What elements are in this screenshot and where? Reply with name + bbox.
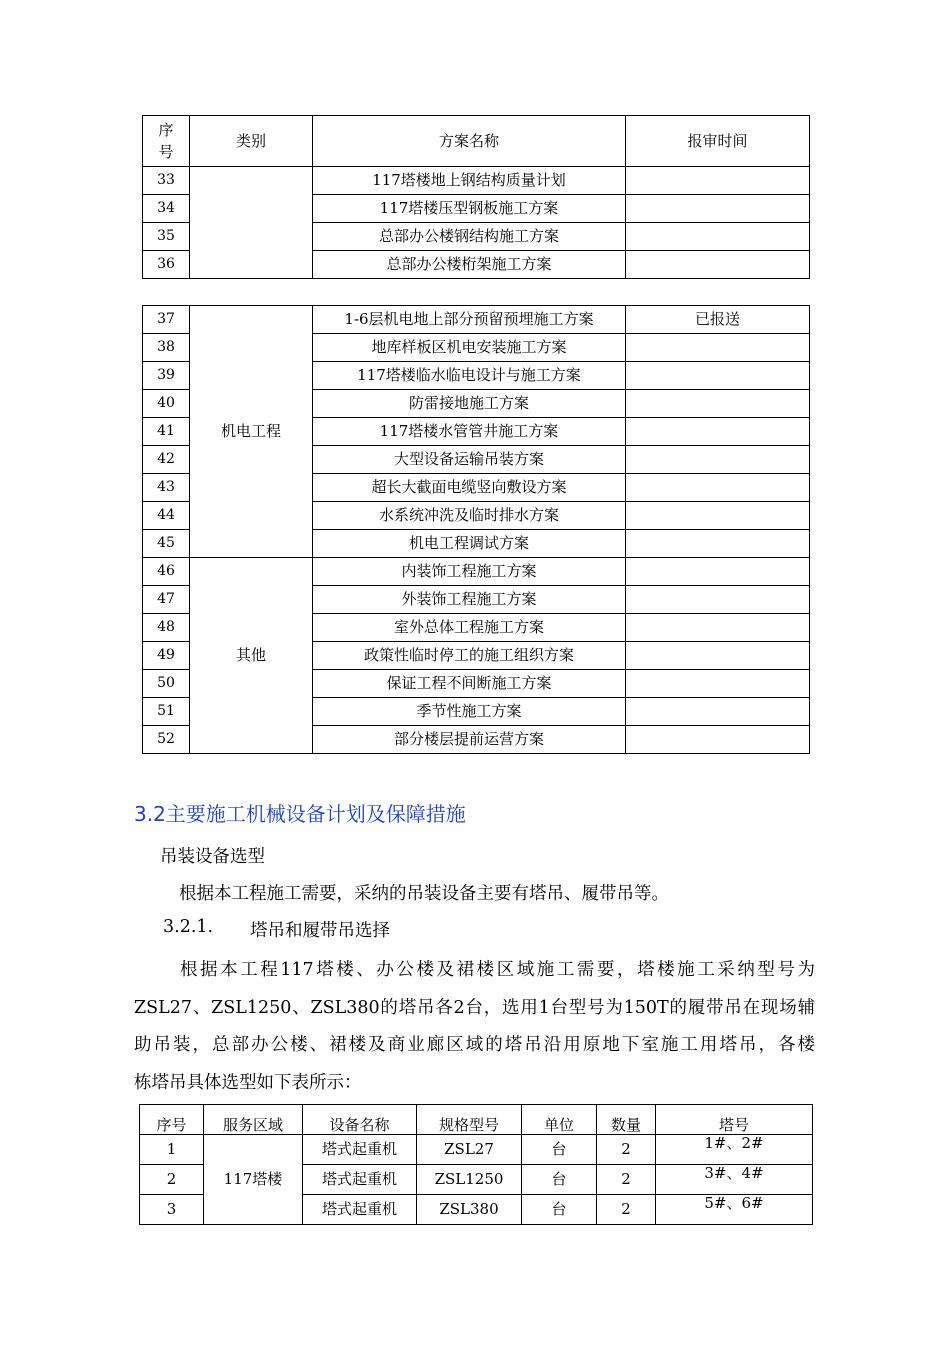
table-row bbox=[143, 306, 810, 334]
unit: 台 bbox=[522, 1165, 597, 1195]
unit: 台 bbox=[522, 1135, 597, 1165]
paragraph-2-line-1: 根据本工程117塔楼、办公楼及裙楼区域施工需要，塔楼施工采纳型号为 bbox=[180, 960, 815, 980]
header-tower: 塔号 bbox=[656, 1105, 813, 1135]
row-number: 40 bbox=[143, 390, 190, 418]
tower-number: 3#、4# bbox=[656, 1165, 813, 1195]
header-seq: 序号 bbox=[140, 1105, 204, 1135]
plan-name: 117塔楼压型钢板施工方案 bbox=[313, 195, 626, 223]
plan-name: 大型设备运输吊装方案 bbox=[313, 446, 626, 474]
review-time bbox=[626, 726, 810, 754]
plan-table-2 bbox=[142, 305, 810, 754]
review-time bbox=[626, 195, 810, 223]
row-number: 34 bbox=[143, 195, 190, 223]
row-number: 44 bbox=[143, 502, 190, 530]
review-time bbox=[626, 362, 810, 390]
device-name: 塔式起重机 bbox=[303, 1195, 417, 1225]
review-time: 已报送 bbox=[626, 306, 810, 334]
unit: 台 bbox=[522, 1195, 597, 1225]
plan-name: 政策性临时停工的施工组织方案 bbox=[313, 642, 626, 670]
review-time bbox=[626, 223, 810, 251]
review-time bbox=[626, 586, 810, 614]
row-number: 51 bbox=[143, 698, 190, 726]
table-row bbox=[143, 558, 810, 586]
row-number: 38 bbox=[143, 334, 190, 362]
plan-name: 总部办公楼钢结构施工方案 bbox=[313, 223, 626, 251]
table-header-row bbox=[143, 116, 810, 167]
device-name: 塔式起重机 bbox=[303, 1135, 417, 1165]
review-time bbox=[626, 530, 810, 558]
row-number: 43 bbox=[143, 474, 190, 502]
row-number: 35 bbox=[143, 223, 190, 251]
model: ZSL1250 bbox=[417, 1165, 522, 1195]
quantity: 2 bbox=[597, 1195, 656, 1225]
review-time bbox=[626, 418, 810, 446]
plan-name: 117塔楼水管管井施工方案 bbox=[313, 418, 626, 446]
review-time bbox=[626, 474, 810, 502]
row-number: 37 bbox=[143, 306, 190, 334]
plan-name: 部分楼层提前运营方案 bbox=[313, 726, 626, 754]
category-cell: 其他 bbox=[190, 558, 313, 754]
header-area: 服务区域 bbox=[204, 1105, 303, 1135]
review-time bbox=[626, 251, 810, 279]
row-number: 2 bbox=[140, 1165, 204, 1195]
review-time bbox=[626, 446, 810, 474]
header-device: 设备名称 bbox=[303, 1105, 417, 1135]
row-number: 52 bbox=[143, 726, 190, 754]
plan-name: 保证工程不间断施工方案 bbox=[313, 670, 626, 698]
row-number: 50 bbox=[143, 670, 190, 698]
plan-name: 防雷接地施工方案 bbox=[313, 390, 626, 418]
quantity: 2 bbox=[597, 1135, 656, 1165]
model: ZSL380 bbox=[417, 1195, 522, 1225]
review-time bbox=[626, 558, 810, 586]
header-model: 规格型号 bbox=[417, 1105, 522, 1135]
plan-name: 机电工程调试方案 bbox=[313, 530, 626, 558]
row-number: 3 bbox=[140, 1195, 204, 1225]
plan-name: 超长大截面电缆竖向敷设方案 bbox=[313, 474, 626, 502]
plan-name: 外装饰工程施工方案 bbox=[313, 586, 626, 614]
header-seq: 序号 bbox=[143, 116, 190, 167]
subheading: 吊装设备选型 bbox=[160, 847, 265, 867]
subsection-title: 塔吊和履带吊选择 bbox=[250, 921, 390, 941]
subsection-number: 3.2.1. bbox=[163, 917, 214, 937]
header-review-time: 报审时间 bbox=[626, 116, 810, 167]
review-time bbox=[626, 334, 810, 362]
service-area: 117塔楼 bbox=[204, 1135, 303, 1225]
header-plan-name: 方案名称 bbox=[313, 116, 626, 167]
review-time bbox=[626, 614, 810, 642]
review-time bbox=[626, 390, 810, 418]
plan-name: 室外总体工程施工方案 bbox=[313, 614, 626, 642]
device-name: 塔式起重机 bbox=[303, 1165, 417, 1195]
row-number: 48 bbox=[143, 614, 190, 642]
row-number: 42 bbox=[143, 446, 190, 474]
table-row bbox=[143, 167, 810, 195]
review-time bbox=[626, 167, 810, 195]
section-heading: 3.2主要施工机械设备计划及保障措施 bbox=[134, 802, 466, 826]
category-cell: 机电工程 bbox=[190, 306, 313, 558]
quantity: 2 bbox=[597, 1165, 656, 1195]
review-time bbox=[626, 642, 810, 670]
header-category: 类别 bbox=[190, 116, 313, 167]
plan-table-1 bbox=[142, 115, 810, 279]
paragraph-1: 根据本工程施工需要，采纳的吊装设备主要有塔吊、履带吊等。 bbox=[179, 884, 669, 904]
plan-name: 水系统冲洗及临时排水方案 bbox=[313, 502, 626, 530]
plan-name: 内装饰工程施工方案 bbox=[313, 558, 626, 586]
paragraph-2-line-3: 助吊装，总部办公楼、裙楼及商业廊区域的塔吊沿用原地下室施工用塔吊，各楼 bbox=[134, 1035, 815, 1055]
row-number: 47 bbox=[143, 586, 190, 614]
plan-name: 季节性施工方案 bbox=[313, 698, 626, 726]
review-time bbox=[626, 698, 810, 726]
table-header-row bbox=[140, 1105, 813, 1135]
paragraph-2-line-4: 栋塔吊具体选型如下表所示： bbox=[134, 1073, 362, 1093]
plan-name: 地库样板区机电安装施工方案 bbox=[313, 334, 626, 362]
tower-number: 5#、6# bbox=[656, 1195, 813, 1225]
review-time bbox=[626, 670, 810, 698]
row-number: 39 bbox=[143, 362, 190, 390]
plan-name: 总部办公楼桁架施工方案 bbox=[313, 251, 626, 279]
crane-table bbox=[139, 1104, 813, 1225]
review-time bbox=[626, 502, 810, 530]
row-number: 41 bbox=[143, 418, 190, 446]
row-number: 36 bbox=[143, 251, 190, 279]
plan-name: 117塔楼临水临电设计与施工方案 bbox=[313, 362, 626, 390]
row-number: 33 bbox=[143, 167, 190, 195]
paragraph-2-line-2: ZSL27、ZSL1250、ZSL380的塔吊各2台，选用1台型号为150T的履带吊在现场辅 bbox=[134, 998, 815, 1018]
tower-number: 1#、2# bbox=[656, 1135, 813, 1165]
header-unit: 单位 bbox=[522, 1105, 597, 1135]
row-number: 1 bbox=[140, 1135, 204, 1165]
table-row bbox=[140, 1135, 813, 1165]
row-number: 46 bbox=[143, 558, 190, 586]
plan-name: 1-6层机电地上部分预留预埋施工方案 bbox=[313, 306, 626, 334]
category-cell bbox=[190, 167, 313, 279]
row-number: 49 bbox=[143, 642, 190, 670]
plan-name: 117塔楼地上钢结构质量计划 bbox=[313, 167, 626, 195]
header-qty: 数量 bbox=[597, 1105, 656, 1135]
model: ZSL27 bbox=[417, 1135, 522, 1165]
row-number: 45 bbox=[143, 530, 190, 558]
